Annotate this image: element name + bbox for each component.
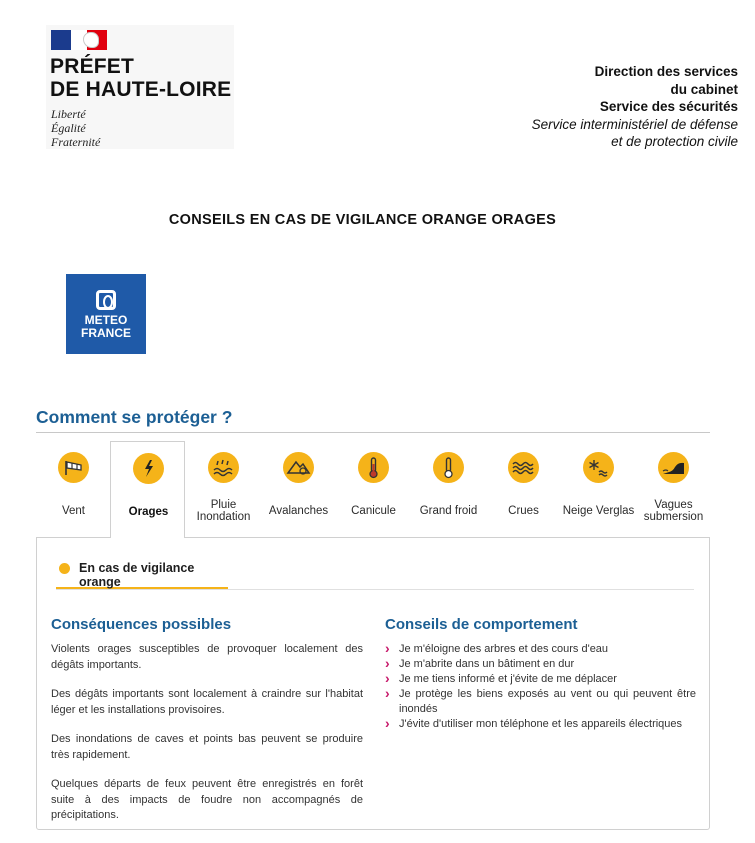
- wave-submersion-icon: [658, 452, 689, 483]
- section-title: Comment se protéger ?: [36, 407, 233, 427]
- tab-avalanches[interactable]: [261, 441, 336, 537]
- tab-vigilance-orange[interactable]: [56, 557, 228, 590]
- tab-vent[interactable]: [36, 441, 111, 537]
- advice-item: › Je me tiens informé et j'évite de me déplacer: [385, 672, 696, 687]
- consequence-item: Des dégâts importants sont localement à craindre sur l'habitat léger et les installations provisoires.: [51, 688, 363, 716]
- direction-line: Service interministériel de défense: [531, 116, 738, 132]
- direction-block: [532, 63, 738, 151]
- direction-line: Direction des services: [594, 64, 738, 79]
- meteo-france-logo: [66, 274, 146, 354]
- snow-ice-icon: [583, 452, 614, 483]
- tab-label: Neige Verglas: [562, 505, 635, 517]
- tab-pluie-inondation[interactable]: [186, 441, 261, 537]
- tab-label: Orages: [128, 506, 169, 518]
- hazard-tabs: [36, 441, 710, 537]
- tab-label: Avalanches: [268, 505, 329, 517]
- waves-icon: [508, 452, 539, 483]
- meteo-france-wordmark: METEO FRANCE: [81, 313, 131, 340]
- vigilance-label: En cas de vigilance orange: [79, 561, 195, 589]
- tab-canicule[interactable]: [336, 441, 411, 537]
- marianne-flag-icon: [51, 30, 107, 50]
- direction-line: et de protection civile: [611, 134, 738, 149]
- tab-crues[interactable]: [486, 441, 561, 537]
- advice-item: › Je m'abrite dans un bâtiment en dur: [385, 657, 696, 672]
- divider: [56, 589, 694, 590]
- consequences-title: Conséquences possibles: [51, 616, 232, 633]
- tab-label: Vagues submersion: [643, 499, 704, 523]
- tab-label: Grand froid: [419, 505, 478, 517]
- vigilance-panel: [36, 537, 710, 830]
- orange-dot-icon: [59, 563, 70, 574]
- thermometer-hot-icon: [358, 452, 389, 483]
- consequence-item: Violents orages susceptibles de provoquer localement des dégâts importants.: [51, 643, 363, 671]
- tab-label: Canicule: [351, 505, 396, 517]
- tab-vagues-submersion[interactable]: [636, 441, 711, 537]
- tab-neige-verglas[interactable]: [561, 441, 636, 537]
- advice-title: Conseils de comportement: [385, 616, 578, 633]
- lightning-icon: [133, 453, 164, 484]
- direction-line: du cabinet: [670, 81, 738, 97]
- rain-flood-icon: [208, 452, 239, 483]
- tab-grand-froid[interactable]: [411, 441, 486, 537]
- tab-orages[interactable]: [110, 441, 185, 538]
- advice-item: › Je protège les biens exposés au vent ou qui peuvent être inondés: [385, 687, 696, 717]
- tab-label: Crues: [508, 505, 539, 517]
- republic-motto: Liberté Égalité Fraternité: [51, 107, 101, 149]
- consequence-item: Quelques départs de feux peuvent être enregistrés en forêt suite à des impacts de foudre non accompagnés de précipitations.: [51, 778, 363, 821]
- tab-label: Pluie Inondation: [196, 499, 251, 523]
- meteo-france-emblem-icon: [96, 290, 116, 310]
- thermometer-cold-icon: [433, 452, 464, 483]
- section-divider: [36, 432, 710, 433]
- page-title: CONSEILS EN CAS DE VIGILANCE ORANGE ORAGES: [168, 212, 557, 228]
- direction-line: Service des sécurités: [599, 99, 738, 114]
- advice-item: › J'évite d'utiliser mon téléphone et les appareils électriques: [385, 717, 696, 732]
- tab-label: Vent: [61, 505, 86, 517]
- prefet-title: PRÉFET DE HAUTE-LOIRE: [50, 55, 232, 101]
- prefecture-logo: [46, 25, 234, 149]
- consequences-list: [51, 642, 363, 838]
- advice-item: › Je m'éloigne des arbres et des cours d'eau: [385, 642, 696, 657]
- advice-list: [385, 642, 696, 732]
- consequence-item: Des inondations de caves et points bas peuvent se produire très rapidement.: [51, 733, 363, 761]
- avalanche-icon: [283, 452, 314, 483]
- windsock-icon: [58, 452, 89, 483]
